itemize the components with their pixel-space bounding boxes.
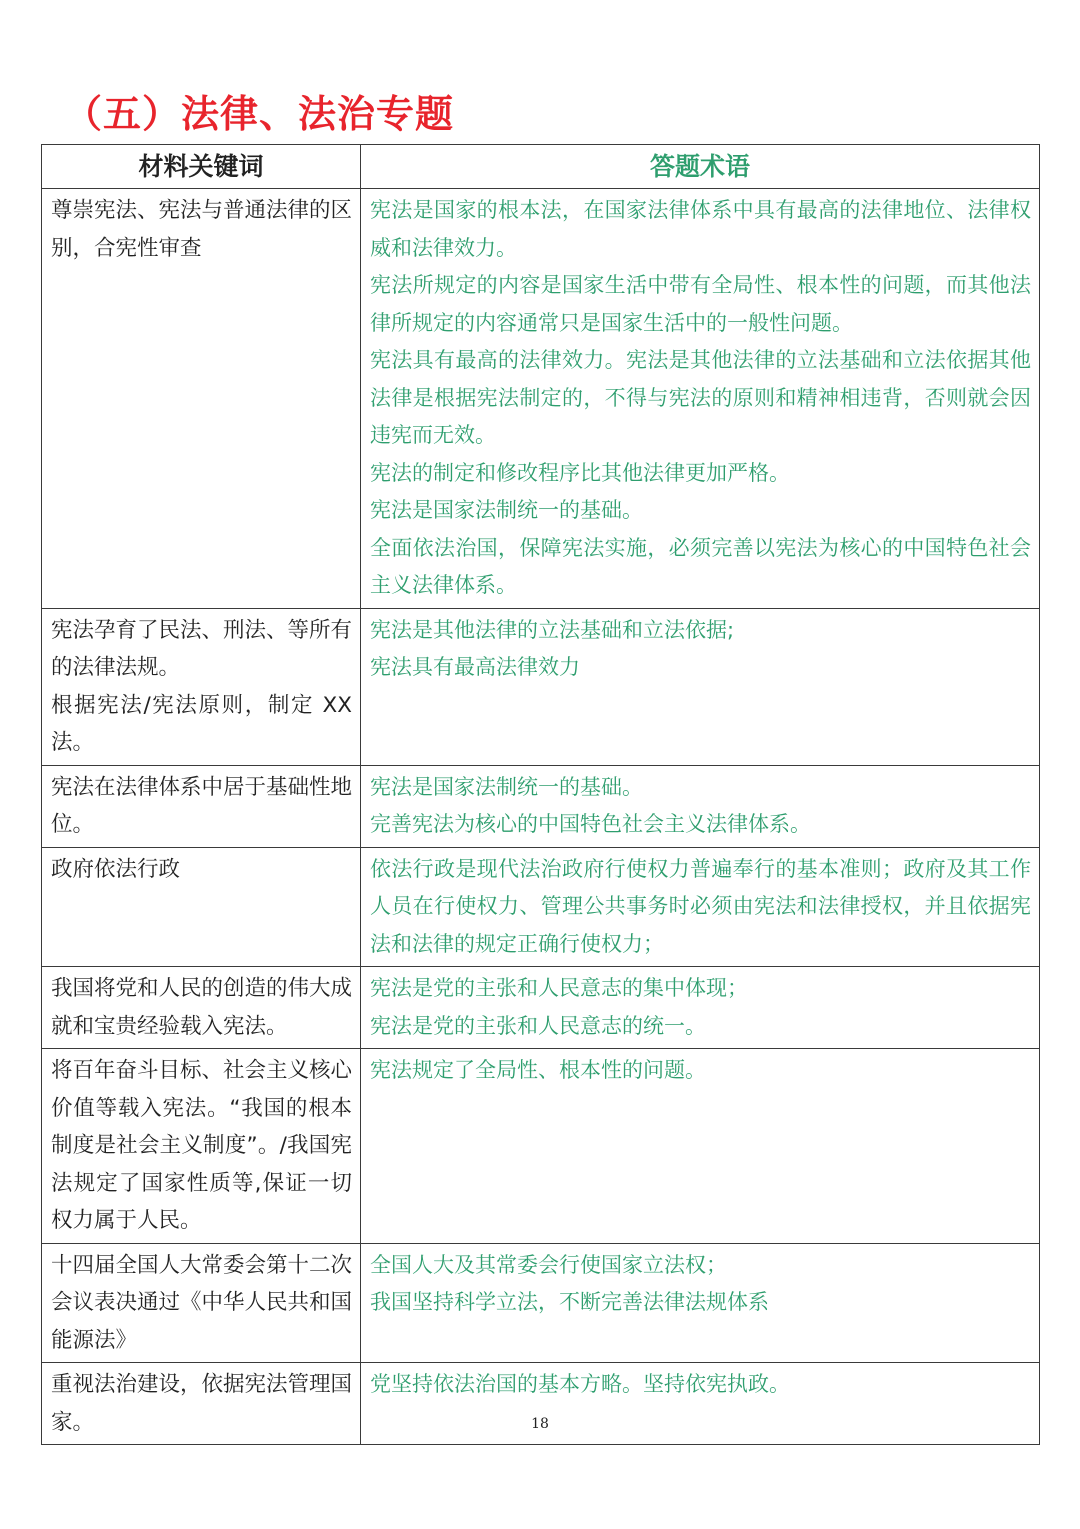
- answer-text: 宪法是国家法制统一的基础。: [370, 498, 643, 522]
- answer-text: 宪法具有最高法律效力: [370, 655, 580, 679]
- answer-text: 宪法是党的主张和人民意志的集中体现；: [370, 976, 748, 1000]
- keyword-cell: [42, 765, 361, 847]
- answer-cell: [361, 189, 1040, 609]
- keyword-text: 尊崇宪法、宪法与普通法律的区别，合宪性审查: [51, 198, 353, 261]
- answer-text: 宪法规定了全局性、根本性的问题。: [370, 1058, 706, 1082]
- table-header-row: [42, 145, 1040, 189]
- answer-text: 党坚持依法治国的基本方略。坚持依宪执政。: [370, 1372, 790, 1396]
- answer-text: 宪法的制定和修改程序比其他法律更加严格。: [370, 460, 790, 485]
- keyword-answer-table: [41, 144, 1040, 1445]
- answer-cell: [361, 1049, 1040, 1244]
- answer-text: 我国坚持科学立法，不断完善法律法规体系: [370, 1290, 769, 1314]
- answer-text: 宪法是党的主张和人民意志的统一。: [370, 1013, 706, 1038]
- answer-cell: [361, 1243, 1040, 1363]
- answer-text: 全国人大及其常委会行使国家立法权；: [370, 1252, 727, 1277]
- table-row: [42, 847, 1040, 967]
- keyword-text: 重视法治建设，依据宪法管理国家。: [51, 1372, 353, 1435]
- answer-text: 宪法是国家的根本法，在国家法律体系中具有最高的法律地位、法律权威和法律效力。: [370, 198, 1031, 260]
- keyword-text: 根据宪法/宪法原则，制定 XX 法。: [51, 692, 352, 755]
- keyword-cell: [42, 1049, 361, 1244]
- keyword-cell: [42, 608, 361, 765]
- table-row: [42, 1243, 1040, 1363]
- keyword-text: 宪法在法律体系中居于基础性地位。: [51, 774, 353, 837]
- keyword-text: 我国将党和人民的创造的伟大成就和宝贵经验载入宪法。: [51, 976, 353, 1039]
- keyword-text: 宪法孕育了民法、刑法、等所有的法律法规。: [51, 617, 353, 680]
- answer-text: 宪法是国家法制统一的基础。: [370, 774, 643, 799]
- answer-text: 全面依法治国，保障宪法实施，必须完善以宪法为核心的中国特色社会主义法律体系。: [370, 535, 1031, 597]
- keyword-text: 十四届全国人大常委会第十二次会议表决通过《中华人民共和国能源法》: [51, 1252, 353, 1353]
- answer-cell: [361, 967, 1040, 1049]
- column-header-keywords: 材料关键词: [42, 145, 361, 189]
- answer-cell: [361, 608, 1040, 765]
- answer-cell: [361, 765, 1040, 847]
- keyword-cell: [42, 1363, 361, 1445]
- table-row: [42, 1363, 1040, 1445]
- answer-text: 完善宪法为核心的中国特色社会主义法律体系。: [370, 812, 811, 836]
- table-row: [42, 967, 1040, 1049]
- keyword-text: 将百年奋斗目标、社会主义核心价值等载入宪法。“我国的根本制度是社会主义制度”。/我国宪法规定了国家性质等,保证一切权力属于人民。: [51, 1058, 353, 1233]
- table-row: [42, 189, 1040, 609]
- answer-text: 宪法所规定的内容是国家生活中带有全局性、根本性的问题，而其他法律所规定的内容通常只是国家生活中的一般性问题。: [370, 273, 1031, 335]
- keyword-cell: [42, 1243, 361, 1363]
- keyword-cell: [42, 967, 361, 1049]
- keyword-cell: [42, 189, 361, 609]
- answer-text: 宪法具有最高的法律效力。宪法是其他法律的立法基础和立法依据其他法律是根据宪法制定的，不得与宪法的原则和精神相违背，否则就会因违宪而无效。: [370, 348, 1031, 447]
- answer-text: 依法行政是现代法治政府行使权力普遍奉行的基本准则；政府及其工作人员在行使权力、管理公共事务时必须由宪法和法律授权，并且依据宪法和法律的规定正确行使权力；: [370, 856, 1031, 956]
- table-row: [42, 608, 1040, 765]
- page-number: 18: [531, 1416, 549, 1432]
- table-row: [42, 765, 1040, 847]
- answer-cell: [361, 847, 1040, 967]
- keyword-text: 政府依法行政: [51, 856, 181, 882]
- keyword-cell: [42, 847, 361, 967]
- page-title: （五）法律、法治专题: [64, 92, 455, 136]
- column-header-answer-terms: 答题术语: [361, 145, 1040, 189]
- answer-text: 宪法是其他法律的立法基础和立法依据;: [370, 617, 735, 642]
- answer-cell: [361, 1363, 1040, 1445]
- table-row: [42, 1049, 1040, 1244]
